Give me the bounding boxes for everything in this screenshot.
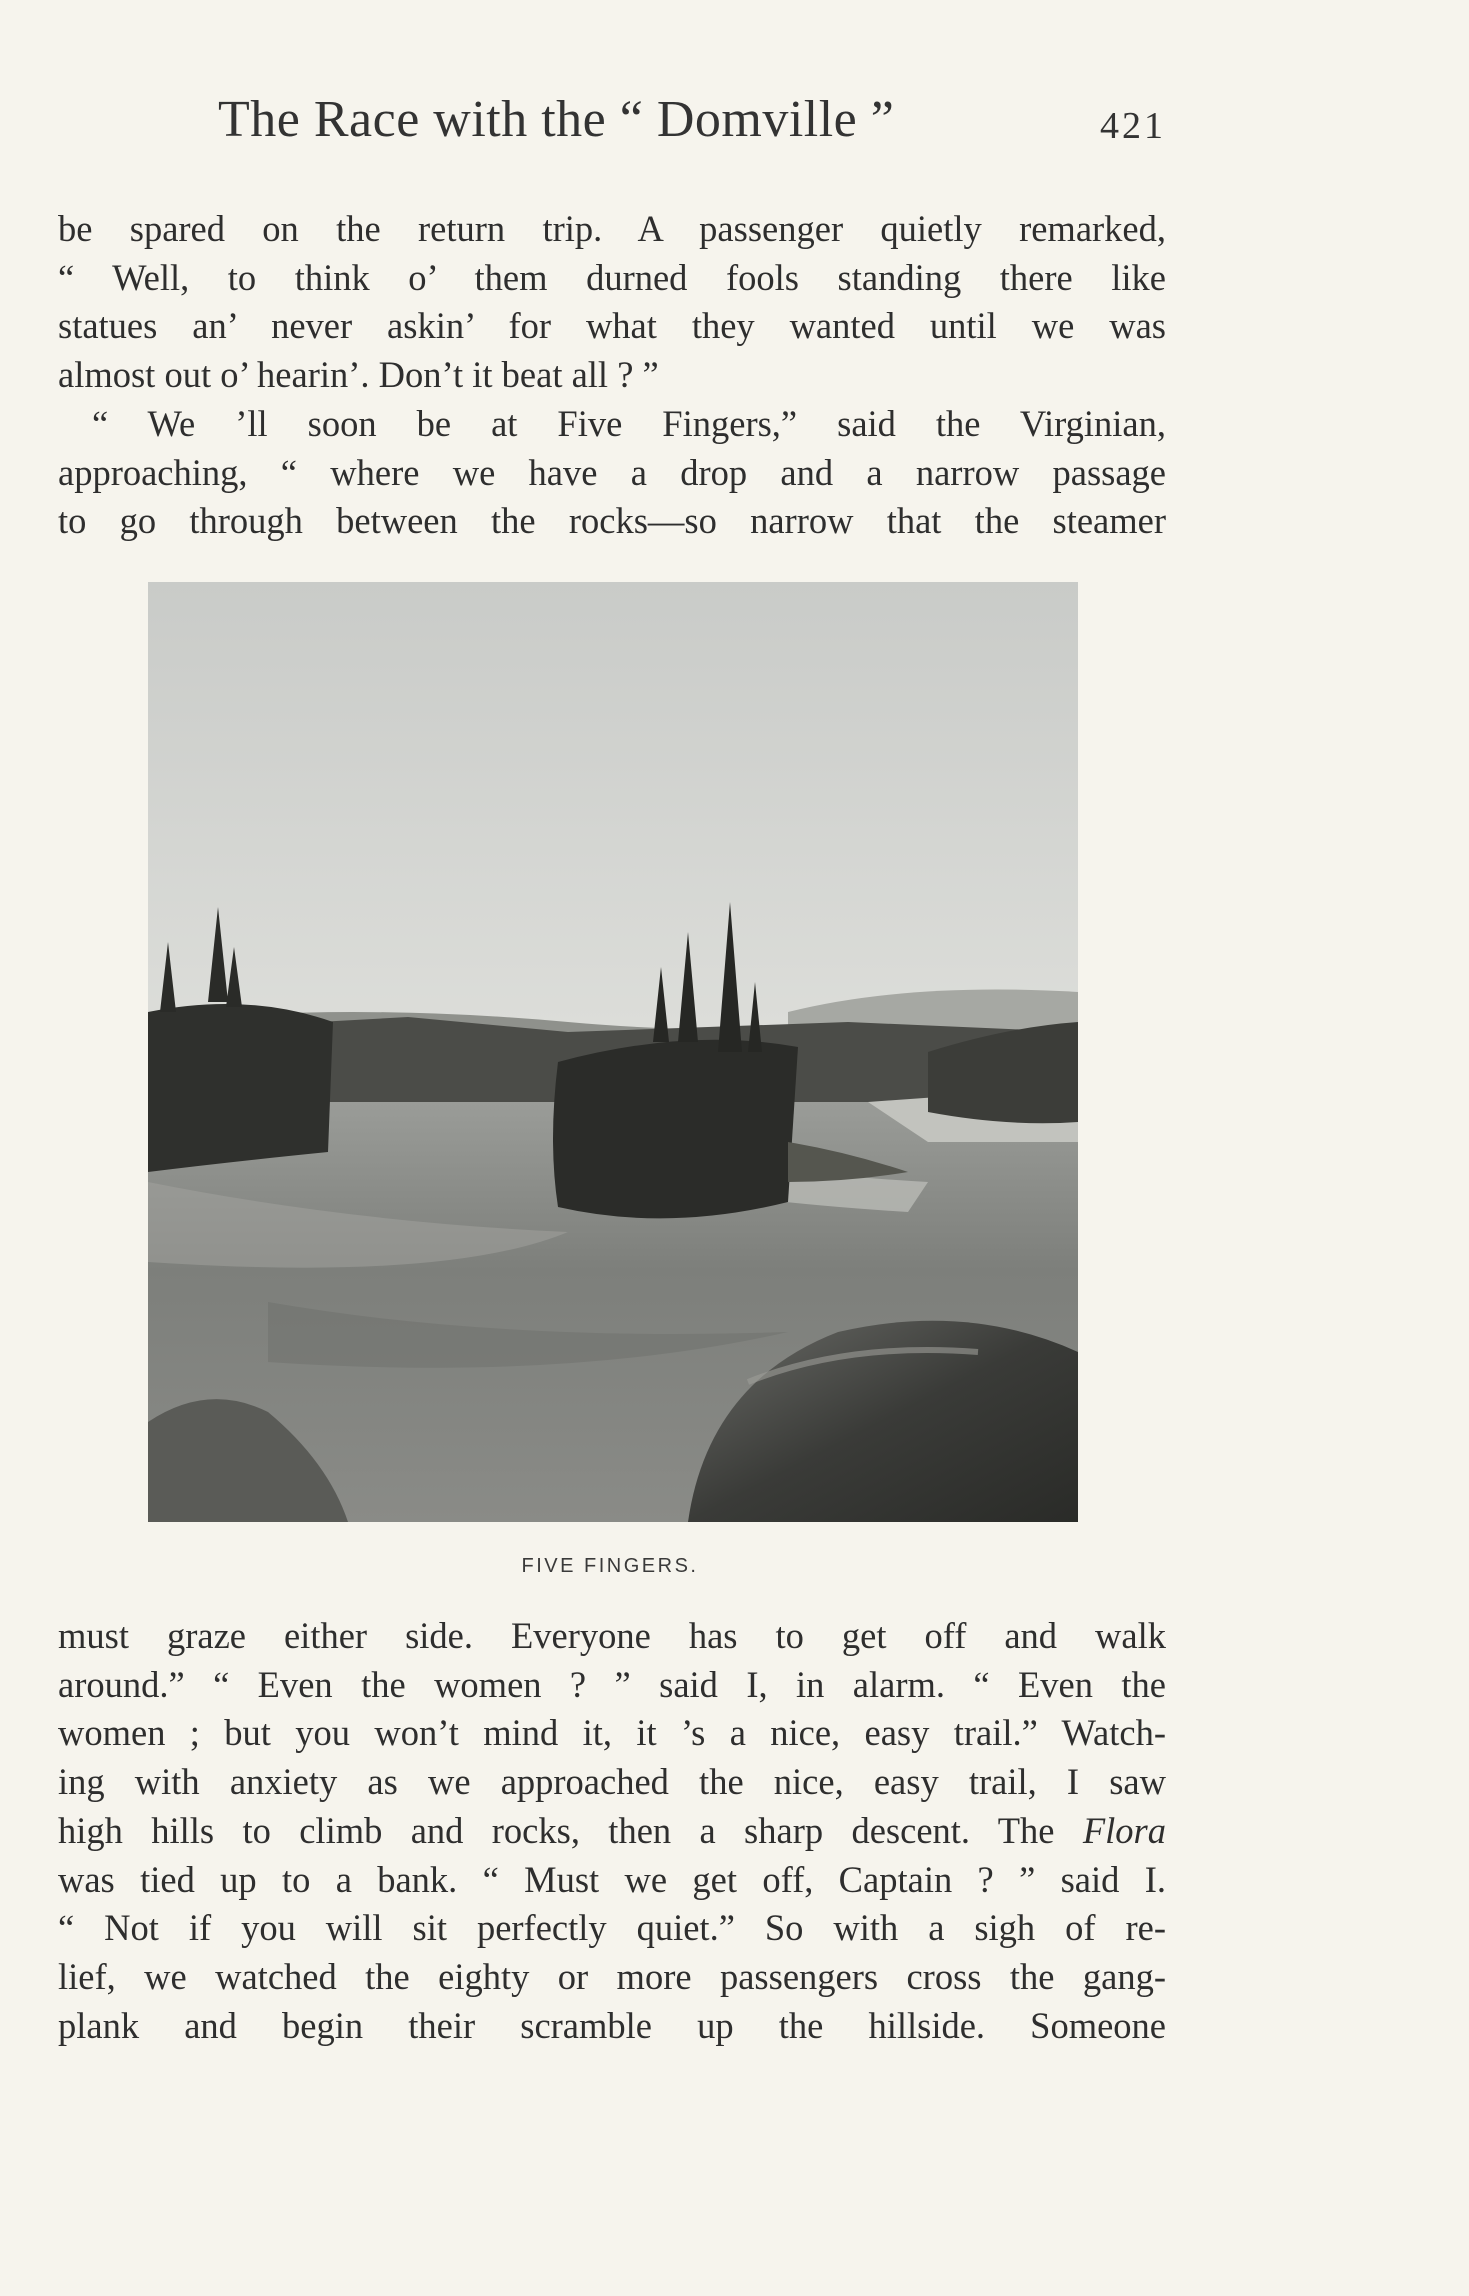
text-line: around.” “ Even the women ? ” said I, in alarm. “ Even the xyxy=(58,1663,1166,1705)
page-number: 421 xyxy=(1100,105,1166,147)
text-line: “ Well, to think o’ them durned fools standing there like xyxy=(58,256,1166,298)
text-line: statues an’ never askin’ for what they wanted until we was xyxy=(58,305,1166,347)
text-line: lief, we watched the eighty or more passengers cross the gang- xyxy=(58,1955,1166,1997)
text-segment: high hills to climb and rocks, then a sharp descent. The xyxy=(58,1809,1055,1851)
text-line: to go through between the rocks—so narrow that the steamer xyxy=(58,500,1166,542)
five-fingers-photograph xyxy=(148,582,1078,1522)
ship-name: Flora xyxy=(1082,1809,1166,1851)
text-line: “ We ’ll soon be at Five Fingers,” said the Virginian, xyxy=(92,402,1166,444)
running-title: The Race with the “ Domville ” xyxy=(218,91,895,148)
text-line: “ Not if you will sit perfectly quiet.” So with a sigh of re- xyxy=(58,1907,1166,1949)
text-line: almost out o’ hearin’. Don’t it beat all ? ” xyxy=(58,354,659,396)
text-line: ing with anxiety as we approached the nice, easy trail, I saw xyxy=(58,1761,1166,1803)
text-line: approaching, “ where we have a drop and a narrow passage xyxy=(58,451,1166,493)
text-line: be spared on the return trip. A passenger quietly remarked, xyxy=(58,208,1166,249)
text-line xyxy=(58,1807,1166,1856)
figure-caption: FIVE FINGERS. xyxy=(521,1555,699,1577)
text-line: women ; but you won’t mind it, it ’s a nice, easy trail.” Watch- xyxy=(58,1712,1166,1754)
top-paragraph xyxy=(58,205,1166,546)
text-line: was tied up to a bank. “ Must we get off, Captain ? ” said I. xyxy=(58,1858,1166,1900)
running-header xyxy=(218,90,1166,170)
text-line: plank and begin their scramble up the hillside. Someone xyxy=(58,2004,1166,2046)
bottom-paragraph xyxy=(58,1612,1166,2050)
text-line: must graze either side. Everyone has to get off and walk xyxy=(58,1615,1166,1656)
